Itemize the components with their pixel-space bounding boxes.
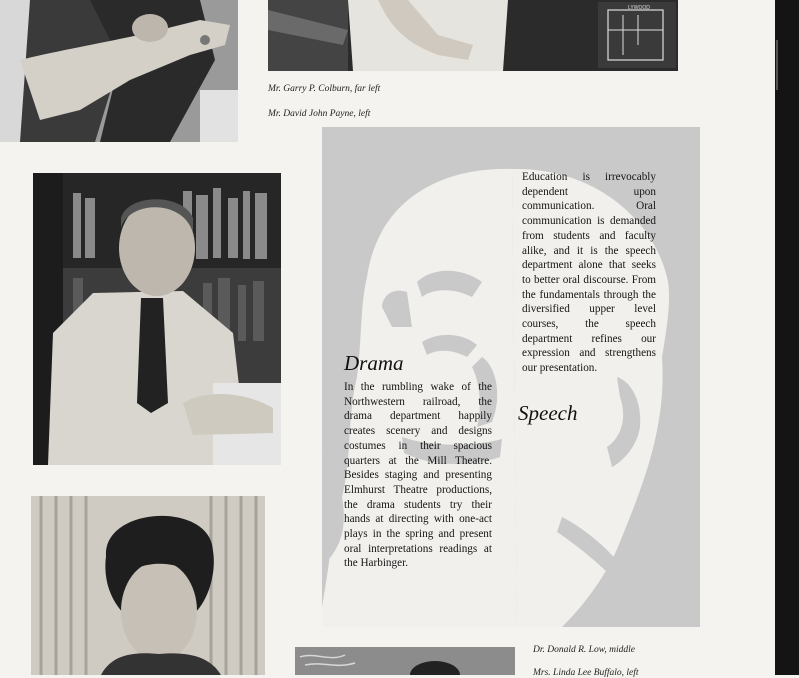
drama-body: In the rumbling wake of the Northwestern railroad, the drama department happily creates scenery and designs costumes in their spacious quarters at the Mill Theatre. Besides staging and presenting Elmhurst Theatre productions, the drama students try their hands at directing with one-act plays in the spring and present oral interpretations readings at the Harbinger. [344, 381, 492, 570]
photo-bottom-middle [295, 647, 515, 675]
caption-payne: Mr. David John Payne, left [268, 109, 371, 119]
board-label: LYWOOD [628, 5, 650, 11]
photo-top-left [0, 0, 238, 142]
spine-highlight [776, 40, 778, 90]
speech-body: Education is irrevocably dependent upon communication. Oral communication is demanded from students and faculty alike, and it is the speech department alone that seeks to better oral discourse. From the fundamentals through the diversified upper level courses, the speech department refines our expression and strengthens our presentation. [522, 171, 656, 375]
caption-low: Dr. Donald R. Low, middle [533, 645, 635, 655]
photo-man-typewriter [33, 173, 281, 465]
page-spine [775, 0, 799, 675]
caption-buffalo: Mrs. Linda Lee Buffalo, left [533, 668, 639, 678]
caption-colburn: Mr. Garry P. Colburn, far left [268, 84, 381, 94]
speech-heading: Speech [518, 401, 578, 425]
photo-woman [31, 496, 265, 675]
photo-top-middle [268, 0, 678, 71]
drama-heading: Drama [344, 351, 404, 375]
